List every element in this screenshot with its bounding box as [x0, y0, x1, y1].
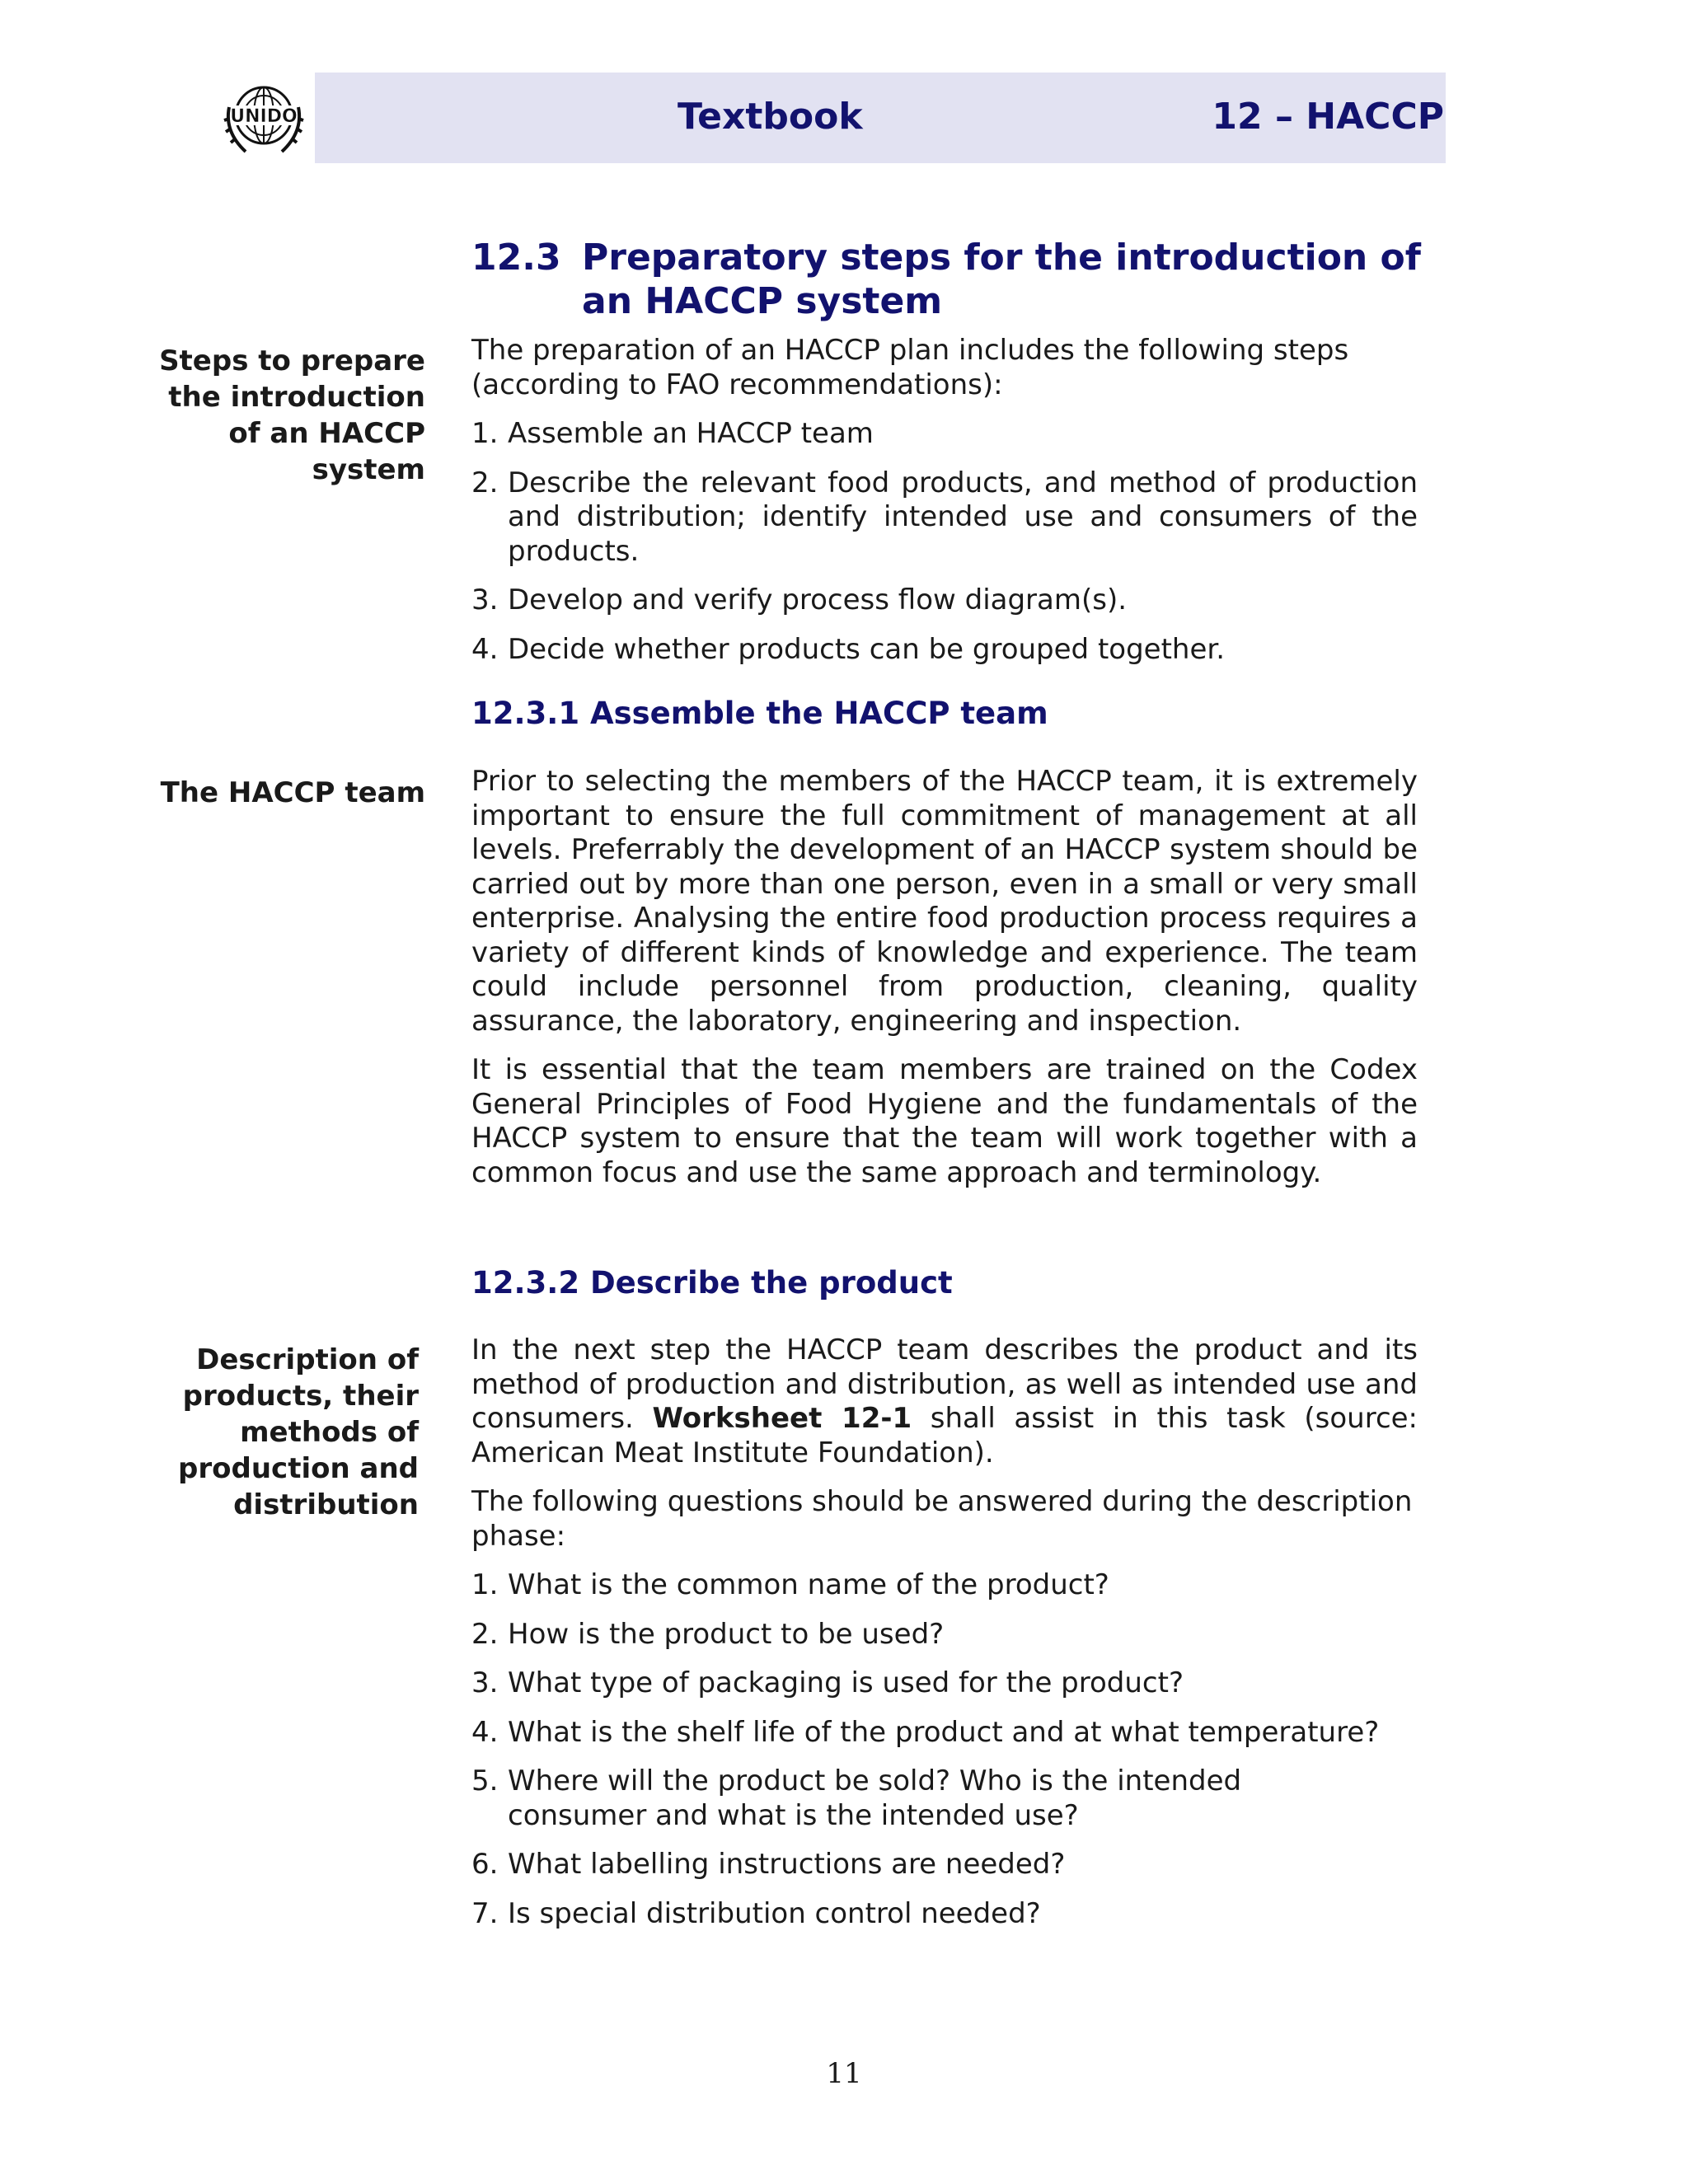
subsection-1-heading: 12.3.1 Assemble the HACCP team — [471, 696, 1048, 731]
section-number: 12.3 — [471, 237, 561, 279]
list-item: 2. How is the product to be used? — [471, 1617, 945, 1651]
header-chapter: 12 – HACCP — [1212, 96, 1444, 138]
list-item: 7. Is special distribution control needed? — [471, 1896, 1041, 1930]
logo-text: UNIDO — [230, 106, 298, 127]
sidenote-haccp-team: The HACCP team — [160, 776, 425, 809]
header-title: Textbook — [678, 96, 863, 138]
list-item: 3. What type of packaging is used for the product? — [471, 1666, 1184, 1699]
sidenote-steps: Steps to prepare the introduction of an HACCP system — [159, 344, 425, 486]
worksheet-reference: Worksheet 12-1 — [652, 1402, 912, 1435]
questions-intro: The following questions should be answered during the description phase: — [471, 1485, 1413, 1553]
sidenote-description: Description of products, their methods of production and distribution — [178, 1343, 419, 1521]
section-title: Preparatory steps for the introduction of an HACCP system — [582, 237, 1421, 322]
subsection-2-heading: 12.3.2 Describe the product — [471, 1265, 953, 1301]
list-item: 3. Develop and verify process flow diagram(s). — [471, 583, 1128, 616]
section-intro-block — [471, 334, 1418, 667]
subsection-1-body — [471, 765, 1418, 1190]
subsection-1-paragraph-1: Prior to selecting the members of the HACCP team, it is extremely important to ensure the full commitment of management at all levels. Preferrably the development of an HACCP system should be carried out by more than one person, even in a small or very small enterprise. Analysing the entire food production process requires a variety of different kinds of knowledge and experience. The team could include personnel from production, cleaning, quality assurance, the laboratory, engineering and inspection. — [471, 765, 1418, 1038]
un-emblem-icon — [221, 82, 307, 158]
list-item: 6. What labelling instructions are needed? — [471, 1848, 1066, 1881]
list-item: 2. Describe the relevant food products, and method of production and distribution; identify intended use and consumers of the products. — [471, 466, 1418, 568]
list-item: 4. What is the shelf life of the product and at what temperature? — [471, 1715, 1380, 1749]
steps-list — [471, 417, 1418, 667]
section-intro: The preparation of an HACCP plan includes the following steps (according to FAO recommendations): — [471, 334, 1349, 401]
list-item: 1. What is the common name of the product? — [471, 1568, 1109, 1601]
list-item: 1. Assemble an HACCP team — [471, 417, 874, 450]
page-number: 11 — [826, 2057, 862, 2090]
subsection-2-body — [471, 1333, 1418, 1931]
list-item: 5. Where will the product be sold? Who is the intended consumer and what is the intended use? — [471, 1765, 1242, 1832]
questions-list — [471, 1568, 1418, 1931]
section-heading — [471, 236, 1444, 323]
subsection-2-paragraph-1: In the next step the HACCP team describes the product and its method of production and distribution, as well as intended use and consumers. Worksheet 12-1 shall assist in this task (source: American Meat Institute Foundation). — [471, 1333, 1418, 1469]
subsection-1-paragraph-2: It is essential that the team members are trained on the Codex General Principles of Food Hygiene and the fundamentals of the HACCP system to ensure that the team will work together with a common focus and use the same approach and terminology. — [471, 1053, 1418, 1189]
unido-logo — [221, 82, 307, 158]
list-item: 4. Decide whether products can be grouped together. — [471, 632, 1226, 666]
